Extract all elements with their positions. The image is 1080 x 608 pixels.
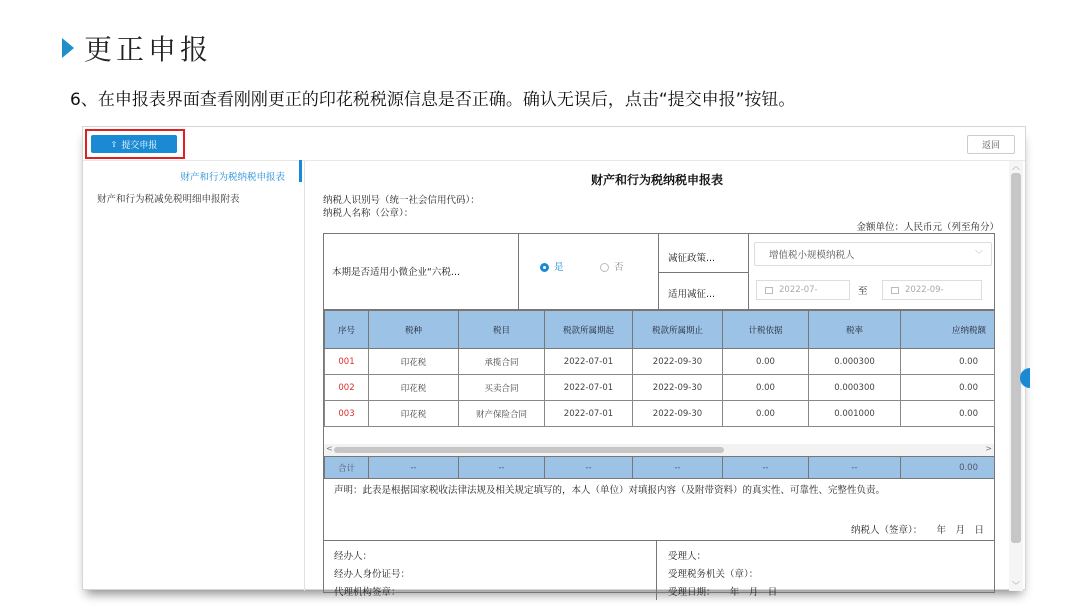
scrollbar-thumb[interactable]	[334, 447, 724, 453]
form-table-box	[323, 233, 995, 598]
table-row[interactable]	[325, 375, 995, 401]
row-start: 2022-07-01	[545, 349, 633, 375]
cell-border	[658, 272, 748, 273]
slide-title-text: 更正申报	[84, 33, 213, 66]
row-item: 财产保险合同	[459, 401, 545, 427]
triangle-marker-icon	[62, 38, 74, 58]
policy-label: 减征政策...	[668, 253, 716, 264]
chevron-down-icon: ﹀	[975, 250, 983, 259]
handler-label: 经办人：	[334, 551, 373, 562]
submit-button-label: 提交申报	[121, 139, 158, 150]
section-divider	[656, 540, 657, 600]
scrollbar-thumb[interactable]	[1011, 173, 1021, 543]
row-rate: 0.001000	[809, 401, 901, 427]
upload-icon: ⇧	[110, 139, 118, 149]
total-dash: --	[809, 457, 901, 479]
total-dash: --	[723, 457, 809, 479]
option-row	[324, 234, 994, 310]
row-seq: 002	[325, 375, 369, 401]
column-header: 税目	[459, 311, 545, 349]
scroll-down-icon[interactable]: ﹀	[1012, 581, 1020, 590]
row-tax: 印花税	[369, 401, 459, 427]
column-header: 税率	[809, 311, 901, 349]
row-item: 买卖合同	[459, 375, 545, 401]
radio-yes[interactable]: 是	[540, 259, 564, 273]
row-start: 2022-07-01	[545, 375, 633, 401]
column-header: 税种	[369, 311, 459, 349]
row-tax: 印花税	[369, 349, 459, 375]
date-separator: 至	[858, 286, 868, 297]
scroll-right-icon[interactable]: >	[985, 444, 992, 453]
total-amount: 0.00	[901, 457, 995, 479]
scroll-up-icon[interactable]: ︿	[1012, 162, 1020, 171]
row-item: 承揽合同	[459, 349, 545, 375]
row-end: 2022-09-30	[633, 401, 723, 427]
table-header-row	[325, 311, 995, 349]
column-header: 税款所属期起	[545, 311, 633, 349]
row-tax: 印花税	[369, 375, 459, 401]
tax-items-table	[324, 310, 995, 427]
taxpayer-id-label: 纳税人识别号（统一社会信用代码）：	[323, 195, 480, 206]
form-title: 财产和行为税纳税申报表	[590, 173, 723, 187]
row-start: 2022-07-01	[545, 401, 633, 427]
column-header: 计税依据	[723, 311, 809, 349]
submit-declaration-button[interactable]	[91, 135, 177, 153]
row-amount: 0.00	[901, 401, 995, 427]
sidebar	[83, 161, 303, 591]
reduction-period-label: 适用减征...	[668, 289, 716, 300]
total-dash: --	[633, 457, 723, 479]
row-basis: 0.00	[723, 375, 809, 401]
row-basis: 0.00	[723, 401, 809, 427]
calendar-icon	[891, 287, 899, 294]
handler-id-label: 经办人身份证号：	[334, 569, 411, 580]
agency-label: 代理机构签章：	[334, 587, 401, 598]
section-divider	[324, 540, 994, 541]
row-rate: 0.000300	[809, 349, 901, 375]
slide-title	[62, 30, 212, 66]
date-from-input[interactable]: 2022-07-	[756, 280, 850, 300]
table-row[interactable]	[325, 349, 995, 375]
horizontal-scrollbar[interactable]	[324, 444, 994, 456]
small-biz-label: 本期是否适用小微企业“六税...	[332, 267, 460, 278]
cell-border	[748, 234, 749, 310]
radio-unchecked-icon	[600, 263, 609, 272]
total-dash: --	[459, 457, 545, 479]
toolbar	[83, 127, 1025, 161]
total-dash: --	[545, 457, 633, 479]
sidebar-item-reduction-schedule[interactable]: 财产和行为税减免税明细申报附表	[97, 194, 240, 205]
highlight-box	[85, 129, 185, 159]
taxpayer-signature-line: 纳税人（签章）： 年 月 日	[850, 525, 984, 536]
column-header: 序号	[325, 311, 369, 349]
row-amount: 0.00	[901, 349, 995, 375]
form-content	[307, 161, 1007, 598]
row-end: 2022-09-30	[633, 349, 723, 375]
total-dash: --	[369, 457, 459, 479]
radio-no[interactable]: 否	[600, 259, 624, 273]
row-seq: 001	[325, 349, 369, 375]
receive-date-label: 受理日期： 年 月 日	[668, 587, 778, 598]
row-rate: 0.000300	[809, 375, 901, 401]
amount-unit: 金额单位：人民币元（列至角分）	[856, 222, 999, 233]
date-to-input[interactable]: 2022-09-	[882, 280, 982, 300]
row-amount: 0.00	[901, 375, 995, 401]
radio-checked-icon	[540, 263, 549, 272]
total-row	[325, 457, 995, 479]
sidebar-active-indicator	[299, 160, 302, 182]
declaration-text: 声明：此表是根据国家税收法律法规及相关规定填写的，本人（单位）对填报内容（及附带资料）的真实性、可靠性、完整性负责。	[334, 485, 886, 496]
receiver-label: 受理人：	[668, 551, 707, 562]
total-row-table	[324, 456, 995, 479]
row-seq: 003	[325, 401, 369, 427]
instruction-text: 6、在申报表界面查看刚刚更正的印花税税源信息是否正确。确认无误后，点击“提交申报”按钮。	[70, 90, 796, 110]
column-header: 应纳税额	[901, 311, 995, 349]
table-row[interactable]	[325, 401, 995, 427]
policy-select[interactable]: 增值税小规模纳税人 ﹀	[754, 242, 992, 266]
taxpayer-name-label: 纳税人名称（公章）：	[323, 208, 414, 219]
calendar-icon	[765, 287, 773, 294]
row-end: 2022-09-30	[633, 375, 723, 401]
cell-border	[518, 234, 519, 310]
sidebar-divider	[304, 161, 305, 591]
screenshot-window	[82, 126, 1026, 598]
scroll-left-icon[interactable]: <	[326, 444, 333, 453]
total-label: 合计	[325, 457, 369, 479]
tax-office-label: 受理税务机关（章）：	[668, 569, 759, 580]
back-button[interactable]: 返回	[967, 135, 1015, 154]
row-basis: 0.00	[723, 349, 809, 375]
sidebar-item-tax-return[interactable]: 财产和行为税纳税申报表	[180, 172, 285, 183]
column-header: 税款所属期止	[633, 311, 723, 349]
